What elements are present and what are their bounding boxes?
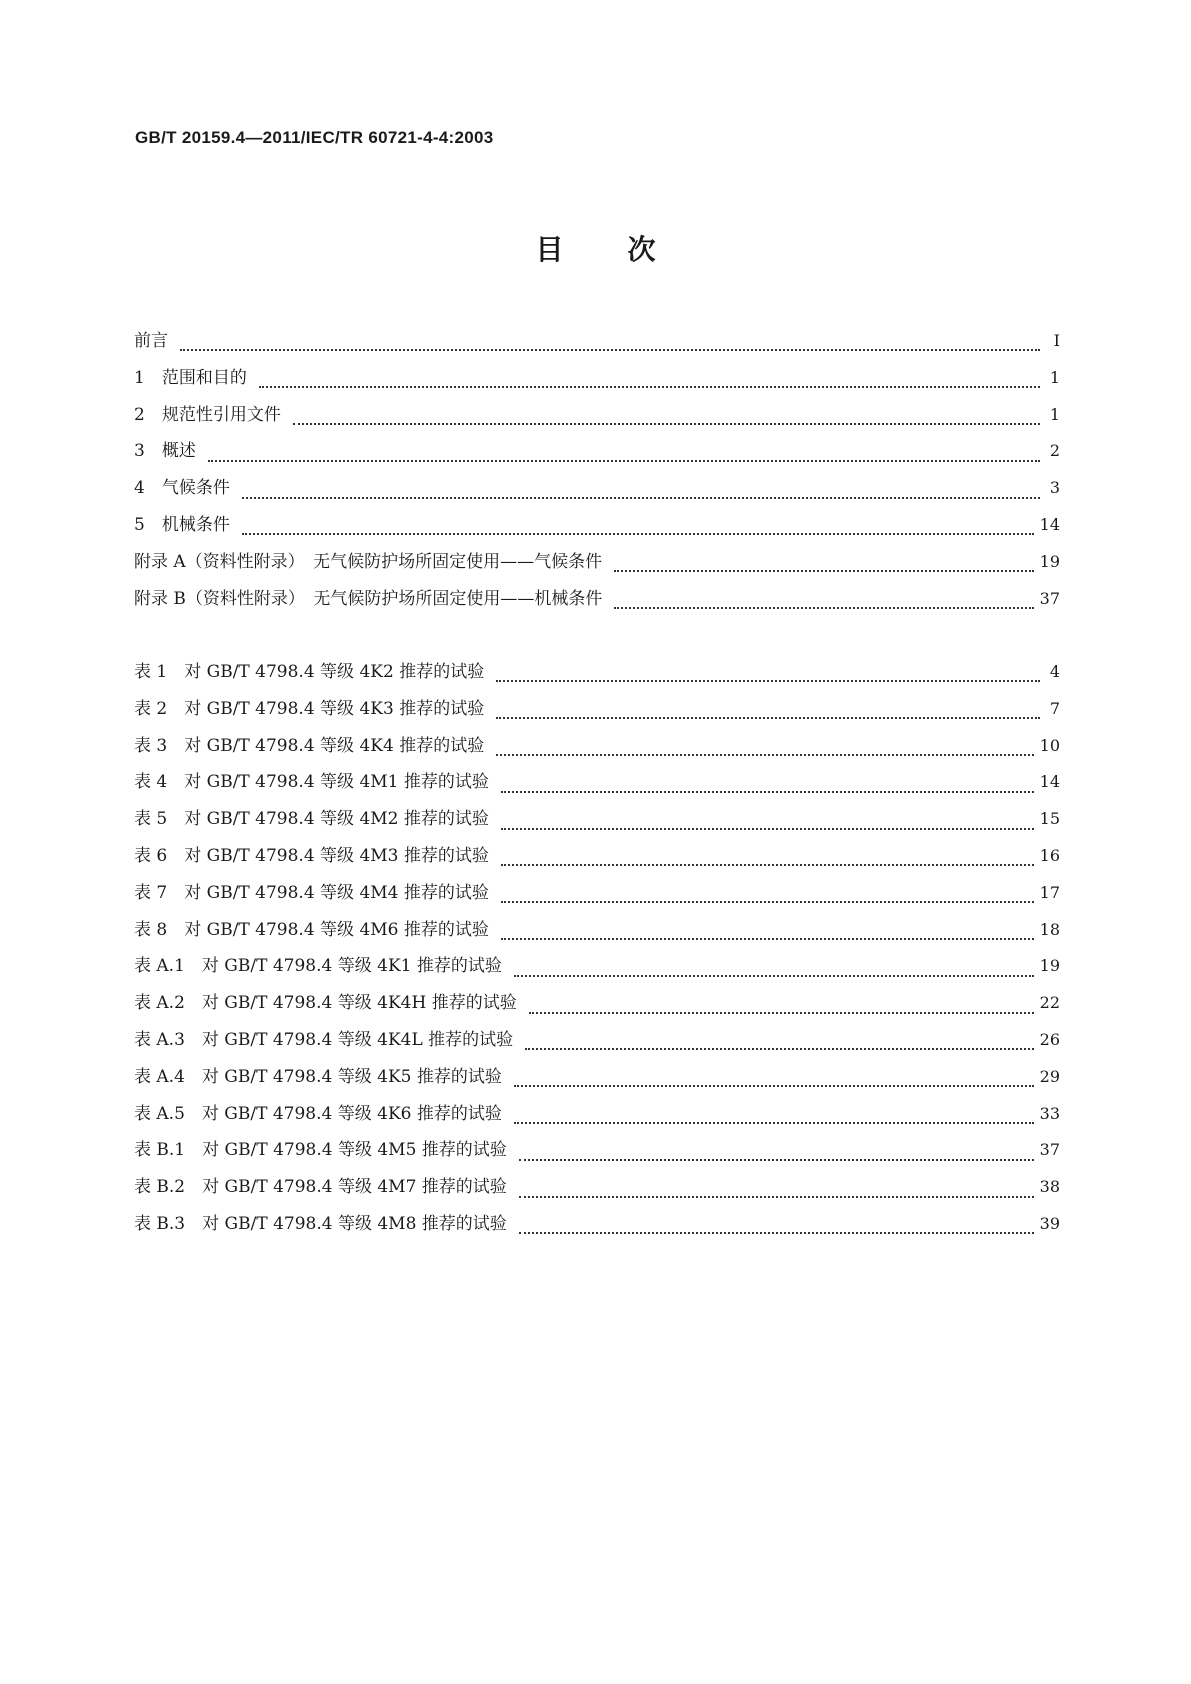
dot-leader <box>242 493 1040 499</box>
toc-entry-page: 2 <box>1049 441 1060 461</box>
toc-entry[interactable] <box>134 326 1060 363</box>
dot-leader <box>242 529 1034 535</box>
toc-table-entry[interactable] <box>134 731 1060 768</box>
toc-entry-label: 附录 B（资料性附录） 无气候防护场所固定使用——机械条件 <box>134 588 603 609</box>
toc-entry-page: 38 <box>1039 1177 1060 1197</box>
dot-leader <box>496 713 1040 719</box>
toc-entry-label: 表 B.3 对 GB/T 4798.4 等级 4M8 推荐的试验 <box>134 1213 507 1234</box>
toc-entry-page: 19 <box>1039 551 1060 571</box>
toc-entry-page: 37 <box>1039 1140 1060 1160</box>
toc-entry-label: 表 3 对 GB/T 4798.4 等级 4K4 推荐的试验 <box>134 735 485 756</box>
toc-table-entry[interactable] <box>134 878 1060 915</box>
toc-entry[interactable] <box>134 510 1060 547</box>
toc-table-entry[interactable] <box>134 988 1060 1025</box>
toc-entry-label: 表 A.5 对 GB/T 4798.4 等级 4K6 推荐的试验 <box>134 1103 502 1124</box>
dot-leader <box>519 1192 1034 1198</box>
toc-entry-page: 1 <box>1049 367 1060 387</box>
toc-table-entry[interactable] <box>134 1025 1060 1062</box>
toc-entry-page: 22 <box>1039 993 1060 1013</box>
toc-entry-page: 4 <box>1049 662 1060 681</box>
toc-entry-page: 16 <box>1039 845 1060 865</box>
toc-entry-page: 3 <box>1049 478 1060 498</box>
toc-entry[interactable] <box>134 547 1060 584</box>
toc-table-entry[interactable] <box>134 1209 1060 1246</box>
dot-leader <box>293 419 1040 425</box>
toc-entry-label: 表 B.2 对 GB/T 4798.4 等级 4M7 推荐的试验 <box>134 1177 507 1198</box>
toc-entry-page: Ⅰ <box>1053 331 1060 350</box>
toc-entry-label: 4 气候条件 <box>134 478 230 499</box>
toc-entry-page: 14 <box>1039 514 1060 534</box>
dot-leader <box>614 566 1033 572</box>
dot-leader <box>614 603 1033 609</box>
toc-table-entry[interactable] <box>134 767 1060 804</box>
toc-entry-page: 17 <box>1039 882 1060 902</box>
toc-entry[interactable] <box>134 436 1060 473</box>
toc-entry-page: 26 <box>1039 1029 1060 1049</box>
toc-entry-label: 表 2 对 GB/T 4798.4 等级 4K3 推荐的试验 <box>134 698 485 719</box>
toc-entry-label: 前言 <box>134 331 168 351</box>
toc-entry-page: 14 <box>1039 772 1060 792</box>
toc-table-entry[interactable] <box>134 951 1060 988</box>
toc-entry-page: 10 <box>1039 735 1060 755</box>
toc-table-entry[interactable] <box>134 915 1060 952</box>
toc-entry-page: 37 <box>1039 588 1060 608</box>
toc-main-list <box>134 326 1060 620</box>
toc-entry-page: 39 <box>1039 1213 1060 1233</box>
toc-entry-label: 表 A.2 对 GB/T 4798.4 等级 4K4H 推荐的试验 <box>134 993 517 1014</box>
toc-entry-label: 表 B.1 对 GB/T 4798.4 等级 4M5 推荐的试验 <box>134 1140 507 1161</box>
dot-leader <box>519 1228 1034 1234</box>
toc-entry-label: 表 A.1 对 GB/T 4798.4 等级 4K1 推荐的试验 <box>134 956 502 977</box>
toc-table-entry[interactable] <box>134 694 1060 731</box>
dot-leader <box>514 1118 1034 1124</box>
dot-leader <box>501 787 1034 793</box>
toc-entry-page: 7 <box>1049 698 1060 718</box>
toc-tables-list <box>134 657 1060 1246</box>
toc-entry-page: 33 <box>1039 1103 1060 1123</box>
dot-leader <box>525 1044 1033 1050</box>
dot-leader <box>514 1081 1034 1087</box>
toc-entry-page: 15 <box>1039 809 1060 829</box>
toc-entry-label: 附录 A（资料性附录） 无气候防护场所固定使用——气候条件 <box>134 551 603 572</box>
toc-table-entry[interactable] <box>134 841 1060 878</box>
toc-table-entry[interactable] <box>134 1172 1060 1209</box>
document-standard-code: GB/T 20159.4—2011/IEC/TR 60721-4-4:2003 <box>135 128 494 147</box>
page-title: 目次 <box>535 233 720 266</box>
toc-table-entry[interactable] <box>134 1062 1060 1099</box>
toc-entry-label: 表 A.3 对 GB/T 4798.4 等级 4K4L 推荐的试验 <box>134 1029 514 1050</box>
dot-leader <box>501 824 1034 830</box>
toc-entry-label: 表 7 对 GB/T 4798.4 等级 4M4 推荐的试验 <box>134 882 489 903</box>
dot-leader <box>519 1155 1034 1161</box>
toc-entry[interactable] <box>134 473 1060 510</box>
toc-entry-label: 表 8 对 GB/T 4798.4 等级 4M6 推荐的试验 <box>134 919 489 940</box>
toc-table-entry[interactable] <box>134 1135 1060 1172</box>
toc-entry-page: 19 <box>1039 956 1060 976</box>
toc-entry[interactable] <box>134 363 1060 400</box>
toc-table-entry[interactable] <box>134 1099 1060 1136</box>
dot-leader <box>180 345 1040 351</box>
dot-leader <box>501 860 1034 866</box>
toc-entry-label: 3 概述 <box>134 441 196 462</box>
toc-entry-label: 1 范围和目的 <box>134 367 247 388</box>
toc-entry-label: 表 4 对 GB/T 4798.4 等级 4M1 推荐的试验 <box>134 772 489 793</box>
dot-leader <box>259 382 1040 388</box>
dot-leader <box>496 676 1040 682</box>
toc-entry-label: 表 6 对 GB/T 4798.4 等级 4M3 推荐的试验 <box>134 845 489 866</box>
dot-leader <box>208 456 1040 462</box>
toc-entry-label: 5 机械条件 <box>134 514 230 535</box>
dot-leader <box>514 971 1034 977</box>
dot-leader <box>501 897 1034 903</box>
toc-entry-page: 1 <box>1049 404 1060 424</box>
toc-entry-label: 2 规范性引用文件 <box>134 404 281 425</box>
toc-entry[interactable] <box>134 400 1060 437</box>
toc-entry-page: 29 <box>1039 1066 1060 1086</box>
toc-entry-label: 表 1 对 GB/T 4798.4 等级 4K2 推荐的试验 <box>134 662 485 682</box>
dot-leader <box>501 934 1034 940</box>
toc-entry-page: 18 <box>1039 919 1060 939</box>
dot-leader <box>529 1008 1034 1014</box>
toc-entry-label: 表 A.4 对 GB/T 4798.4 等级 4K5 推荐的试验 <box>134 1066 502 1087</box>
toc-entry[interactable] <box>134 584 1060 621</box>
toc-table-entry[interactable] <box>134 657 1060 694</box>
toc-entry-label: 表 5 对 GB/T 4798.4 等级 4M2 推荐的试验 <box>134 809 489 830</box>
dot-leader <box>496 750 1033 756</box>
toc-table-entry[interactable] <box>134 804 1060 841</box>
